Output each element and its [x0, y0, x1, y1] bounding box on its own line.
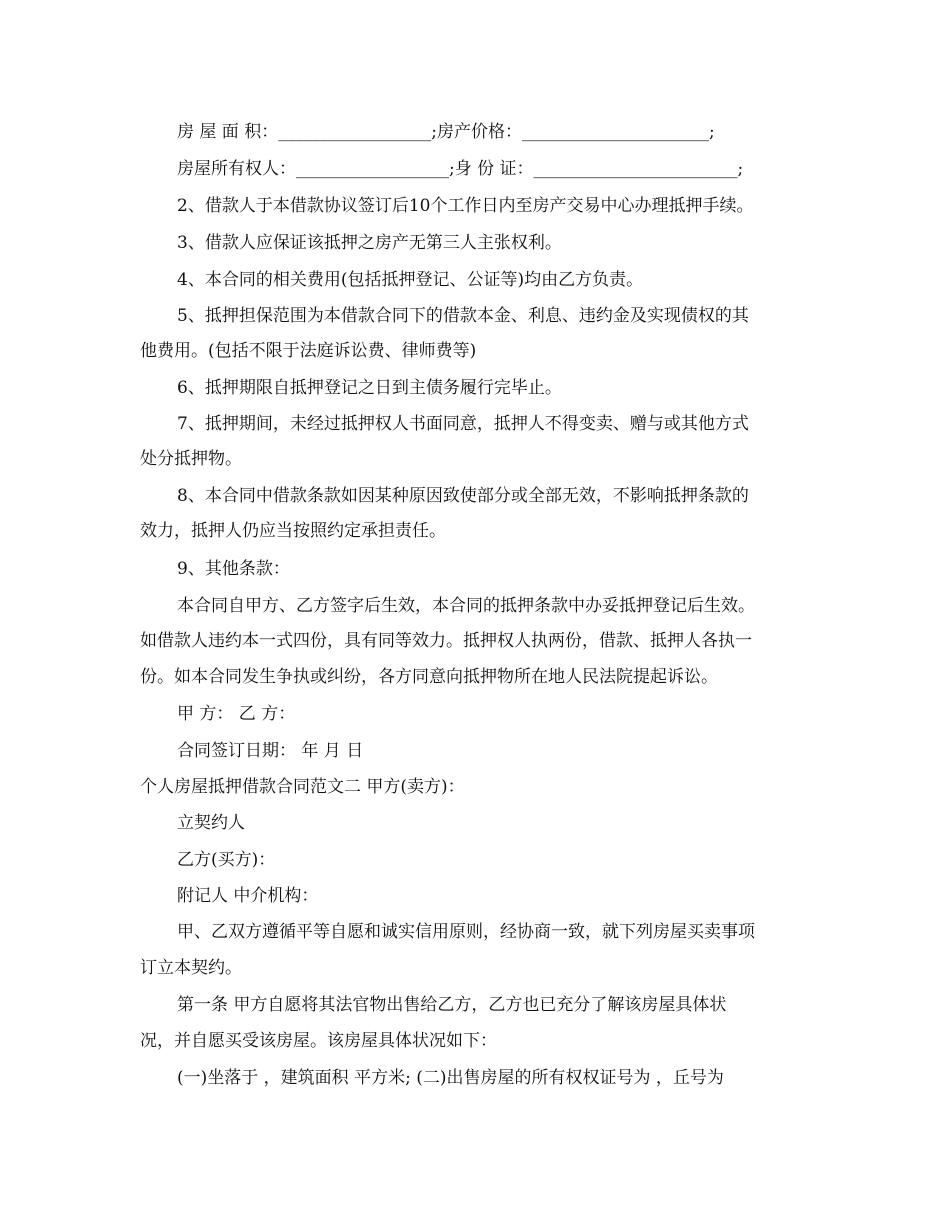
text-line-clause-5: 5、抵押担保范围为本借款合同下的借款本金、利息、违约金及实现债权的其	[177, 306, 749, 326]
text-line-article-1: 第一条 甲方自愿将其法官物出售给乙方，乙方也已充分了解该房屋具体状	[177, 995, 727, 1015]
text-line-clause-3: 3、借款人应保证该抵押之房产无第三人主张权利。	[177, 233, 562, 253]
text-line-location: (一)坐落于 ，建筑面积 平方米; (二)出售房屋的所有权权证号为 ，丘号为	[177, 1068, 724, 1088]
text-line-article-1-cont: 况，并自愿买受该房屋。该房屋具体状况如下：	[140, 1031, 497, 1051]
text-line-owner-id: 房屋所有权人：__________________;身 份 证：________________________;	[177, 159, 744, 179]
text-line-clause-8-cont: 效力，抵押人仍应当按照约定承担责任。	[140, 521, 446, 541]
text-line-contractor: 立契约人	[177, 813, 245, 833]
text-line-clause-9: 9、其他条款：	[177, 559, 290, 579]
text-line-clause-2: 2、借款人于本借款协议签订后10个工作日内至房产交易中心办理抵押手续。	[177, 196, 754, 216]
text-line-principle-cont: 订立本契约。	[140, 958, 242, 978]
text-line-effect-3: 份。如本合同发生争执或纠纷，各方同意向抵押物所在地人民法院提起诉讼。	[140, 667, 718, 687]
text-line-party-b: 乙方(买方)：	[177, 850, 276, 870]
text-line-clause-5-cont: 他费用。(包括不限于法庭诉讼费、律师费等)	[140, 341, 477, 361]
text-line-clause-7-cont: 处分抵押物。	[140, 449, 242, 469]
text-line-effect-1: 本合同自甲方、乙方签字后生效，本合同的抵押条款中办妥抵押登记后生效。	[177, 596, 755, 616]
text-line-clause-8: 8、本合同中借款条款如因某种原因致使部分或全部无效，不影响抵押条款的	[177, 486, 749, 506]
text-line-title-two: 个人房屋抵押借款合同范文二 甲方(卖方)：	[140, 777, 465, 797]
text-line-agency: 附记人 中介机构：	[177, 886, 319, 906]
text-line-effect-2: 如借款人违约本一式四份，具有同等效力。抵押权人执两份，借款、抵押人各执一	[140, 631, 752, 651]
text-line-area-price: 房 屋 面 积：__________________;房产价格：______________________;	[177, 122, 715, 142]
text-line-clause-4: 4、本合同的相关费用(包括抵押登记、公证等)均由乙方负责。	[177, 270, 644, 290]
text-line-sign-date: 合同签订日期： 年 月 日	[177, 741, 364, 761]
text-line-signatures: 甲 方： 乙 方：	[177, 704, 296, 724]
text-line-clause-6: 6、抵押期限自抵押登记之日到主债务履行完毕止。	[177, 378, 562, 398]
text-line-principle: 甲、乙双方遵循平等自愿和诚实信用原则，经协商一致，就下列房屋买卖事项	[177, 922, 755, 942]
text-line-clause-7: 7、抵押期间，未经过抵押权人书面同意，抵押人不得变卖、赠与或其他方式	[177, 414, 749, 434]
